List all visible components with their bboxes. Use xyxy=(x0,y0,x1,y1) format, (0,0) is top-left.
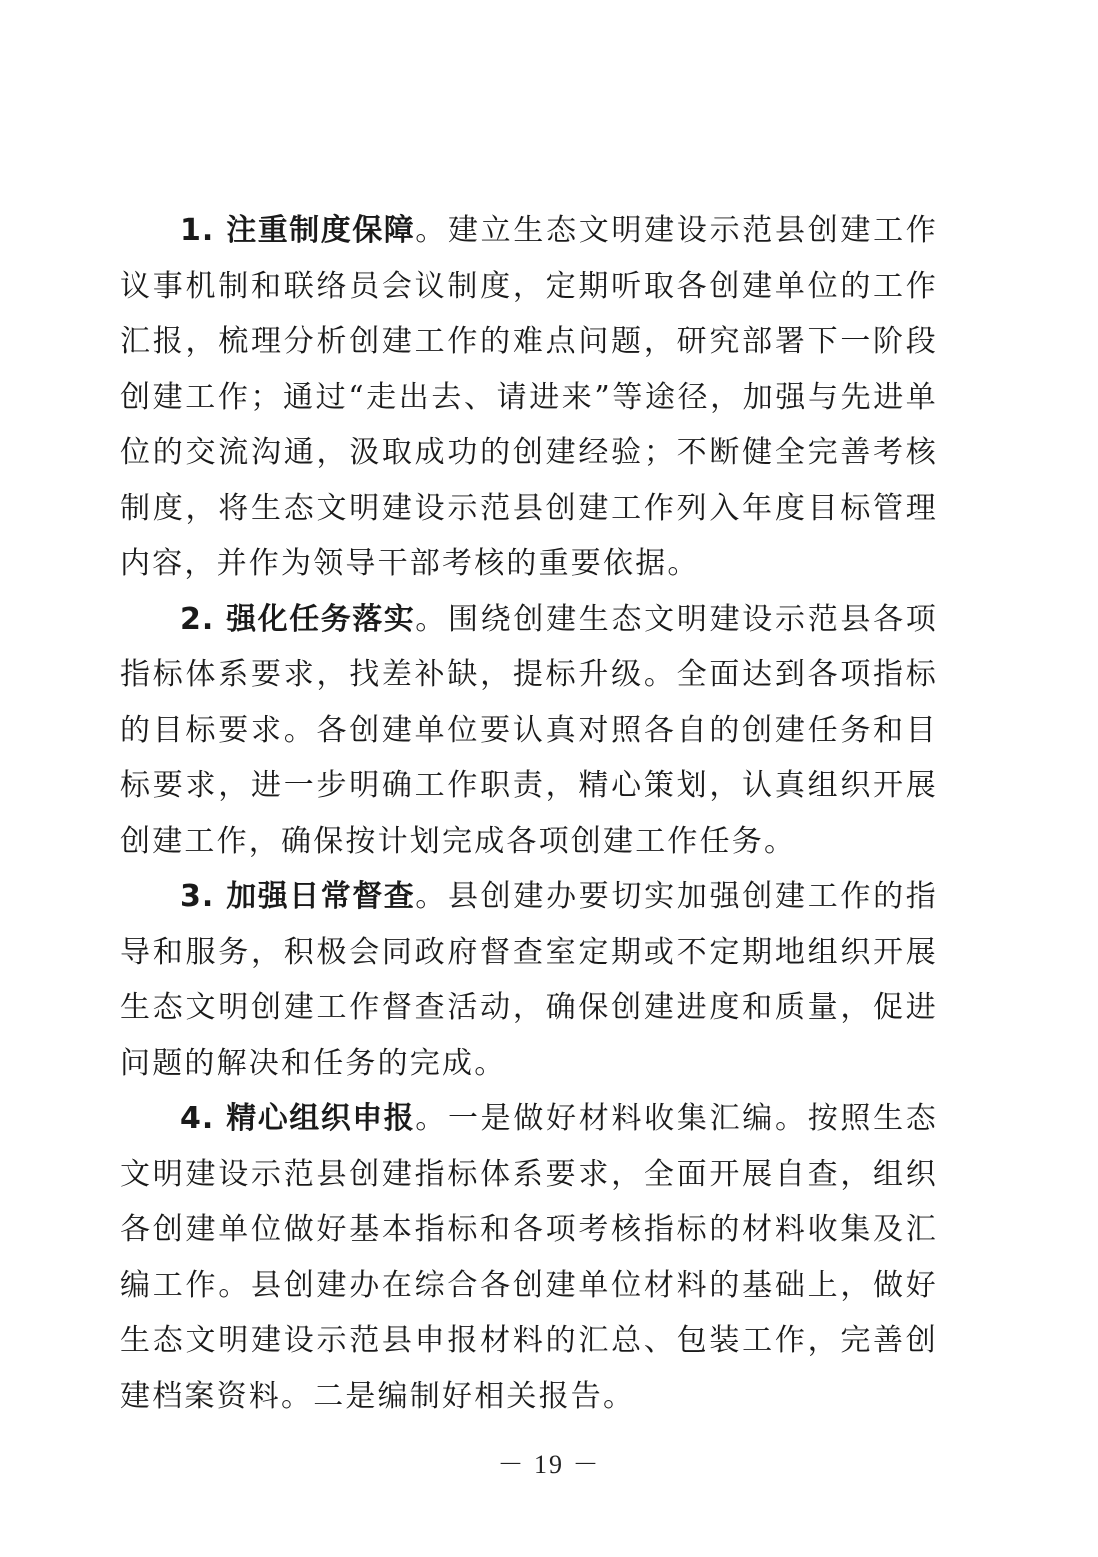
paragraph-2-heading: 2. 强化任务落实 xyxy=(180,601,416,637)
paragraph-4-text: 。一是做好材料收集汇编。按照生态文明建设示范县创建指标体系要求，全面开展自查，组织各创建单位做好基本指标和各项考核指标的材料收集及汇编工作。县创建办在综合各创建单位材料的基础上，做好生态文明建设示范县申报材料的汇总、包装工作，完善创建档案资料。二是编制好相关报告。 xyxy=(120,1101,939,1414)
paragraph-3-text: 。县创建办要切实加强创建工作的指导和服务，积极会同政府督查室定期或不定期地组织开展生态文明创建工作督查活动，确保创建进度和质量，促进问题的解决和任务的完成。 xyxy=(120,879,939,1081)
paragraph-1 xyxy=(120,203,938,592)
page-number: － 19 － xyxy=(497,1450,601,1479)
paragraph-4 xyxy=(120,1091,938,1424)
paragraph-3-heading: 3. 加强日常督查 xyxy=(180,879,416,914)
paragraph-1-heading: 1. 注重制度保障 xyxy=(180,213,416,248)
paragraph-2 xyxy=(120,592,938,870)
paragraph-3 xyxy=(120,869,938,1091)
paragraph-1-text: 。建立生态文明建设示范县创建工作议事机制和联络员会议制度，定期听取各创建单位的工作汇报，梳理分析创建工作的难点问题，研究部署下一阶段创建工作；通过“走出去、请进来”等途径，加强与先进单位的交流沟通，汲取成功的创建经验；不断健全完善考核制度，将生态文明建设示范县创建工作列入年度目标管理内容，并作为领导干部考核的重要依据。 xyxy=(120,213,939,581)
paragraph-4-heading: 4. 精心组织申报 xyxy=(180,1101,416,1136)
document-body xyxy=(120,203,938,1424)
paragraph-2-text: 。围绕创建生态文明建设示范县各项指标体系要求，找差补缺，提标升级。全面达到各项指标的目标要求。各创建单位要认真对照各自的创建任务和目标要求，进一步明确工作职责，精心策划，认真组织开展创建工作，确保按计划完成各项创建工作任务。 xyxy=(120,601,939,859)
